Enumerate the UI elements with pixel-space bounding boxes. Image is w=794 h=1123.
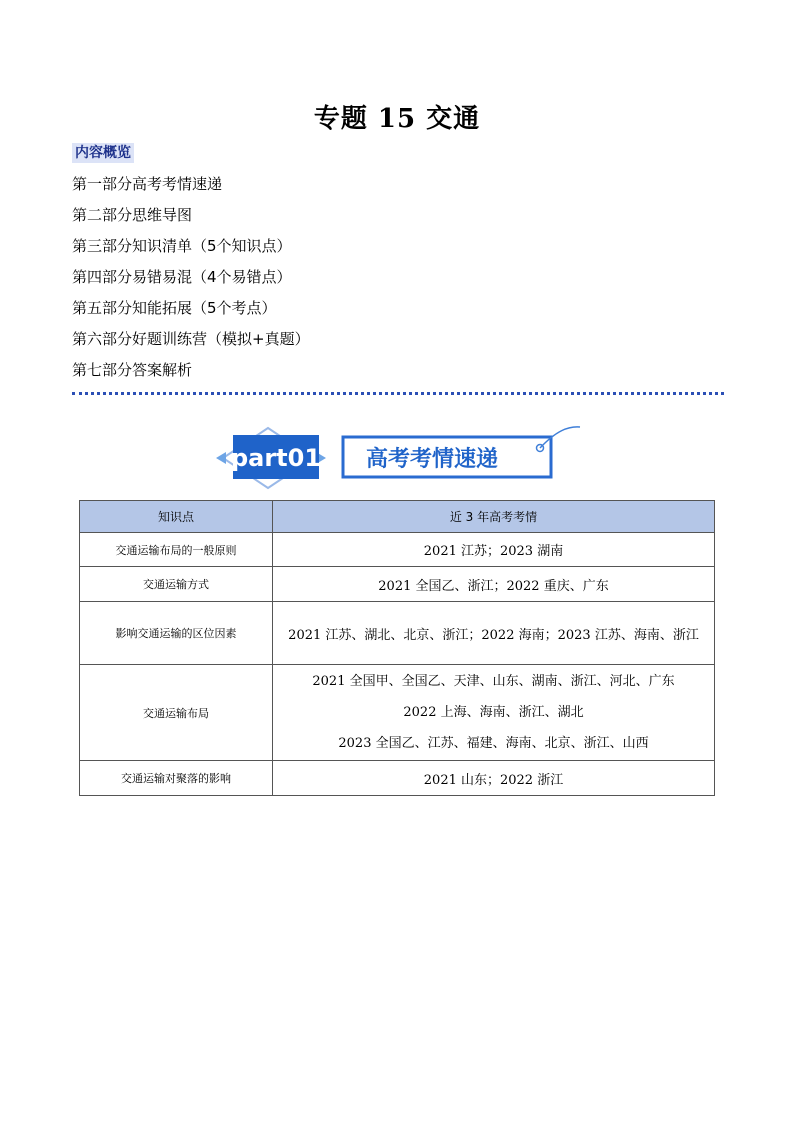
part-label: part01 [230,444,322,472]
table-row [80,665,715,761]
dotted-divider [72,392,724,395]
exam-cell: 2021 全国乙、浙江；2022 重庆、广东 [273,567,715,602]
exam-line: 2023 全国乙、江苏、福建、海南、北京、浙江、山西 [338,736,649,751]
exam-cell: 2021 江苏、湖北、北京、浙江；2022 海南；2023 江苏、海南、浙江 [273,602,715,665]
page-title: 专题 15 交通 [313,104,481,134]
toc-item: 第一部分高考考情速递 [72,175,223,193]
toc-item: 第六部分好题训练营（模拟+真题） [72,330,310,348]
section-banner [216,423,586,493]
table-header-row [80,501,715,533]
left-arrow-icon [216,452,226,464]
column-header: 知识点 [80,501,273,533]
exam-cell: 2021 江苏；2023 湖南 [273,533,715,567]
overview-label: 内容概览 [72,143,134,163]
table-row [80,567,715,602]
table-of-contents [72,172,310,389]
toc-item: 第七部分答案解析 [72,361,193,379]
table-row [80,533,715,567]
topic-cell: 交通运输布局 [80,665,273,761]
exam-cell [273,665,715,761]
exam-line: 2022 上海、海南、浙江、湖北 [403,705,584,720]
topic-cell: 交通运输方式 [80,567,273,602]
exam-topics-table [79,500,715,796]
table-row [80,761,715,796]
toc-item: 第四部分易错易混（4个易错点） [72,268,292,286]
toc-item: 第五部分知能拓展（5个考点） [72,299,277,317]
exam-cell: 2021 山东；2022 浙江 [273,761,715,796]
toc-item: 第二部分思维导图 [72,206,193,224]
heading-label: 高考考情速递 [366,447,499,472]
column-header: 近 3 年高考考情 [273,501,715,533]
table-row [80,602,715,665]
exam-line: 2021 全国甲、全国乙、天津、山东、湖南、浙江、河北、广东 [312,674,675,689]
toc-item: 第三部分知识清单（5个知识点） [72,237,292,255]
topic-cell: 交通运输对聚落的影响 [80,761,273,796]
topic-cell: 交通运输布局的一般原则 [80,533,273,567]
topic-cell: 影响交通运输的区位因素 [80,602,273,665]
